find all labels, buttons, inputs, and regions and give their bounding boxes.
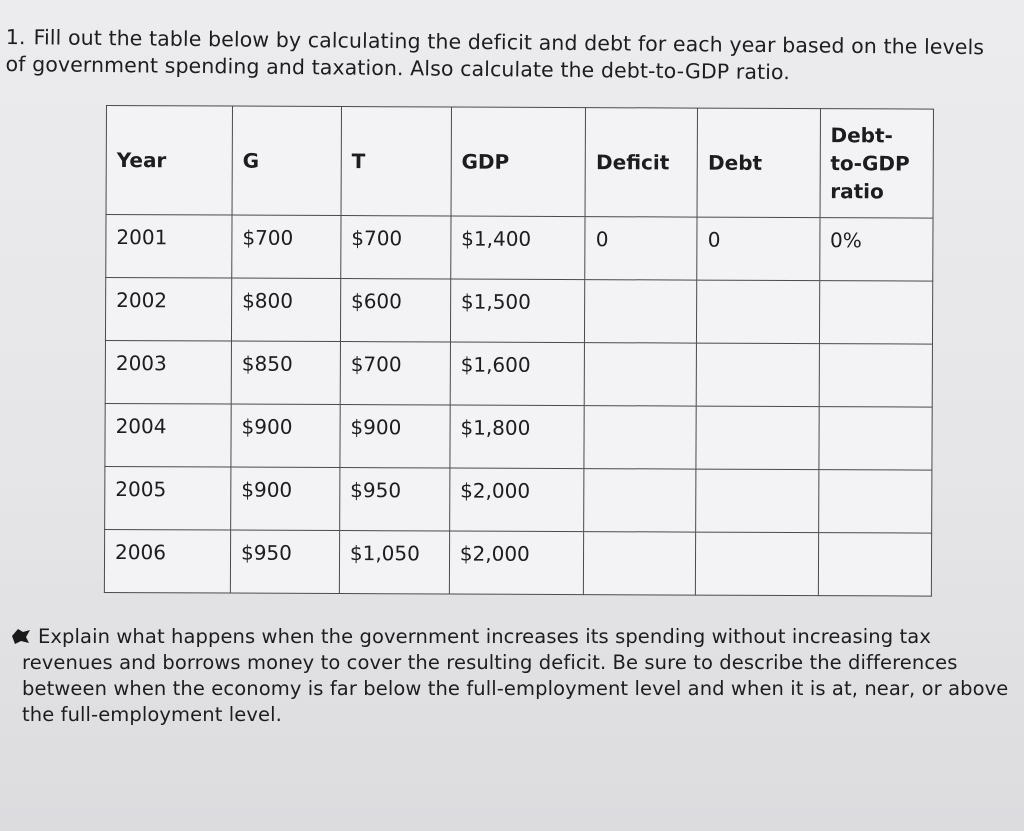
table-row — [106, 215, 933, 282]
table-row — [104, 529, 931, 596]
table-header-row — [106, 106, 933, 219]
header-dgr-line-3: ratio — [830, 179, 884, 204]
cell-g: $700 — [232, 215, 341, 278]
cell-g: $950 — [230, 530, 339, 593]
cell-deficit[interactable] — [584, 469, 696, 532]
question-number: 1. — [5, 24, 26, 50]
table-body — [104, 215, 933, 597]
cell-gdp: $1,500 — [450, 279, 585, 343]
cell-year: 2003 — [105, 340, 231, 404]
header-g: G — [232, 106, 341, 215]
table-row — [105, 403, 932, 470]
header-debt-to-gdp — [820, 109, 934, 218]
cell-debt[interactable] — [697, 280, 820, 344]
cell-debt[interactable] — [696, 469, 819, 533]
cell-debt[interactable] — [697, 343, 820, 407]
header-dgr-line-2: to-GDP — [830, 151, 910, 176]
header-dgr-line-1: Debt- — [830, 123, 893, 148]
cell-debt-to-gdp[interactable] — [818, 470, 932, 533]
cell-t: $600 — [340, 279, 450, 342]
table-row — [105, 278, 932, 345]
cell-g: $850 — [231, 341, 340, 404]
explain-question — [22, 624, 1012, 728]
cell-g: $900 — [231, 404, 340, 467]
header-deficit: Deficit — [585, 108, 697, 217]
header-year: Year — [106, 106, 232, 216]
cell-gdp: $1,600 — [450, 342, 585, 406]
cell-deficit[interactable] — [584, 532, 696, 595]
cell-year: 2006 — [104, 529, 230, 593]
cell-t: $900 — [340, 405, 450, 468]
cell-year: 2004 — [105, 403, 231, 467]
cell-deficit[interactable] — [585, 280, 697, 343]
table-row — [105, 466, 932, 533]
cell-t: $1,050 — [339, 531, 449, 594]
cell-debt-to-gdp[interactable] — [819, 281, 933, 344]
cell-gdp: $2,000 — [449, 531, 584, 595]
cell-debt[interactable] — [696, 532, 819, 596]
cell-debt-to-gdp[interactable] — [818, 533, 932, 596]
header-t: T — [341, 107, 451, 216]
cell-year: 2001 — [106, 215, 232, 279]
cell-gdp: $1,400 — [451, 216, 586, 280]
cell-gdp: $2,000 — [449, 468, 584, 532]
header-gdp: GDP — [451, 107, 586, 217]
cell-debt-to-gdp: 0% — [819, 218, 933, 281]
instruction-body: Fill out the table below by calculating the deficit and debt for each year based on the levels of government spending and taxation. Also calculate the debt-to-GDP ratio. — [5, 25, 985, 85]
question-body: Explain what happens when the government increases its spending without increasing tax revenues and borrows money to cover the resulting deficit. Be sure to describe the differences between when the economy is far below the full-employment level and when it is at, near, or above the full-employment level. — [22, 625, 1009, 726]
cell-g: $900 — [231, 467, 340, 530]
deficit-debt-table — [104, 105, 934, 597]
cell-t: $700 — [341, 216, 451, 279]
cell-debt: 0 — [697, 217, 820, 281]
cell-t: $950 — [340, 468, 450, 531]
cell-debt[interactable] — [696, 406, 819, 470]
cell-deficit[interactable] — [584, 406, 696, 469]
cell-t: $700 — [340, 342, 450, 405]
cell-deficit: 0 — [585, 217, 697, 280]
instruction-text — [5, 24, 996, 88]
cell-g: $800 — [231, 278, 340, 341]
cell-year: 2005 — [105, 466, 231, 530]
cell-year: 2002 — [105, 278, 231, 342]
pencil-bullet-icon — [10, 626, 32, 646]
table-row — [105, 340, 932, 407]
cell-debt-to-gdp[interactable] — [819, 407, 933, 470]
cell-gdp: $1,800 — [450, 405, 585, 469]
cell-deficit[interactable] — [585, 343, 697, 406]
cell-debt-to-gdp[interactable] — [819, 344, 933, 407]
header-debt: Debt — [697, 108, 820, 218]
